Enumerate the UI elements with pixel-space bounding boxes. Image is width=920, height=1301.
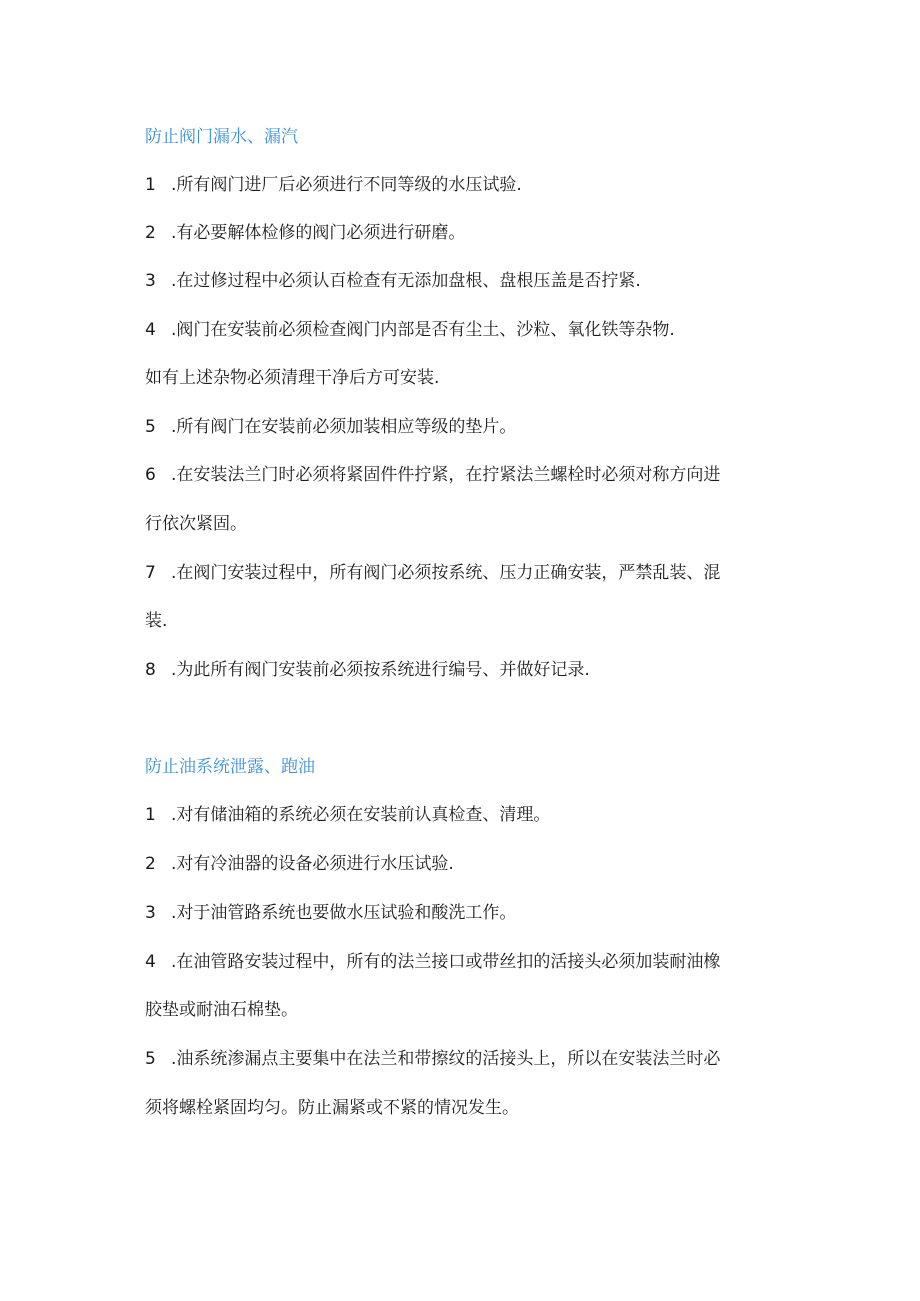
item-text: .有必要解体检修的阀门必须进行研磨。 [171, 223, 466, 243]
list-item-continuation [145, 366, 439, 390]
item-text: .油系统渗漏点主要集中在法兰和带擦纹的活接头上，所以在安装法兰时必 [171, 1049, 721, 1069]
item-number: 2 [145, 854, 156, 874]
item-number: 5 [145, 417, 156, 437]
list-item [145, 561, 720, 585]
item-number: 1 [145, 805, 156, 825]
list-item-continuation [145, 998, 298, 1022]
item-number: 5 [145, 1049, 156, 1069]
list-item [145, 658, 590, 682]
list-item-continuation [145, 609, 167, 633]
list-item [145, 221, 465, 245]
list-item [145, 852, 454, 876]
item-text: .阀门在安装前必须检查阀门内部是否有尘土、沙粒、氧化铁等杂物. [171, 320, 675, 340]
item-number: 1 [145, 175, 156, 195]
list-item [145, 803, 550, 827]
list-item [145, 463, 720, 487]
section-heading-oil-leak: 防止油系统泄露、跑油 [145, 757, 315, 777]
section-heading-valve-leak: 防止阀门漏水、漏汽 [145, 127, 298, 147]
list-item [145, 901, 516, 925]
item-number: 4 [145, 952, 156, 972]
item-text: 装. [145, 611, 168, 631]
list-item-continuation [145, 1096, 519, 1120]
list-item [145, 415, 516, 439]
list-item [145, 1047, 720, 1071]
item-number: 3 [145, 271, 156, 291]
item-text: .在过修过程中必须认百检查有无添加盘根、盘根压盖是否拧紧. [171, 271, 641, 291]
item-number: 8 [145, 660, 156, 680]
item-text: .所有阀门在安装前必须加装相应等级的垫片。 [171, 417, 517, 437]
item-text: .对有冷油器的设备必须进行水压试验. [171, 854, 454, 874]
item-number: 6 [145, 465, 156, 485]
item-text: 行依次紧固。 [145, 514, 247, 534]
item-number: 7 [145, 563, 156, 583]
list-item [145, 269, 641, 293]
item-text: .对有储油箱的系统必须在安装前认真检查、清理。 [171, 805, 551, 825]
item-text: 胶垫或耐油石棉垫。 [145, 1000, 298, 1020]
item-number: 4 [145, 320, 156, 340]
item-number: 3 [145, 903, 156, 923]
item-text: .为此所有阀门安装前必须按系统进行编号、并做好记录. [171, 660, 590, 680]
item-text: .所有阀门进厂后必须进行不同等级的水压试验. [171, 175, 522, 195]
item-text: 须将螺栓紧固均匀。防止漏紧或不紧的情况发生。 [145, 1098, 519, 1118]
item-text: 如有上述杂物必须清理干净后方可安装. [145, 368, 440, 388]
list-item-continuation [145, 512, 247, 536]
list-item [145, 173, 522, 197]
item-text: .在油管路安装过程中，所有的法兰接口或带丝扣的活接头必须加装耐油橡 [171, 952, 721, 972]
item-text: .在阀门安装过程中，所有阀门必须按系统、压力正确安装，严禁乱装、混 [171, 563, 721, 583]
list-item [145, 950, 720, 974]
item-number: 2 [145, 223, 156, 243]
item-text: .对于油管路系统也要做水压试验和酸洗工作。 [171, 903, 517, 923]
item-text: .在安装法兰门时必须将紧固件件拧紧，在拧紧法兰螺栓时必须对称方向进 [171, 465, 721, 485]
list-item [145, 318, 675, 342]
